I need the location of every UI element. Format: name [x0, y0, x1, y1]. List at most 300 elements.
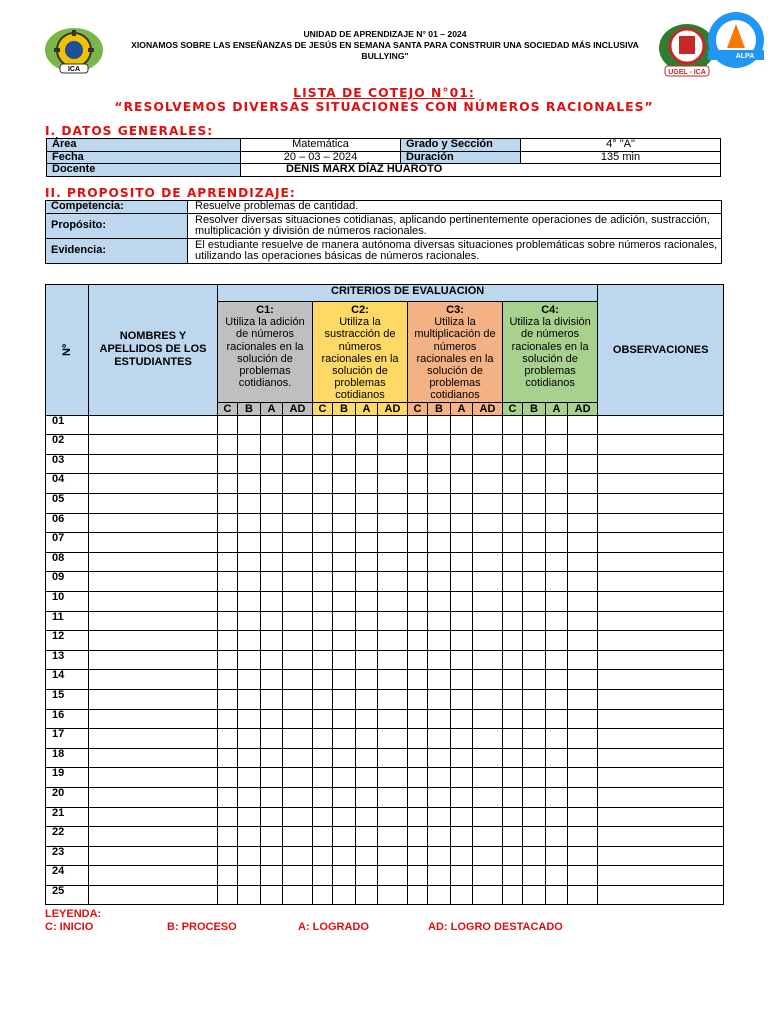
level-mark-cell[interactable]: [408, 533, 428, 553]
level-mark-cell[interactable]: [523, 611, 546, 631]
student-name-cell[interactable]: [89, 611, 218, 631]
level-mark-cell[interactable]: [356, 885, 378, 905]
level-mark-cell[interactable]: [333, 807, 356, 827]
level-mark-cell[interactable]: [408, 709, 428, 729]
level-mark-cell[interactable]: [218, 611, 238, 631]
level-mark-cell[interactable]: [451, 454, 473, 474]
level-mark-cell[interactable]: [218, 591, 238, 611]
level-mark-cell[interactable]: [313, 827, 333, 847]
level-mark-cell[interactable]: [238, 866, 261, 886]
level-mark-cell[interactable]: [283, 494, 313, 514]
observation-cell[interactable]: [598, 866, 724, 886]
level-mark-cell[interactable]: [408, 689, 428, 709]
level-mark-cell[interactable]: [473, 846, 503, 866]
level-mark-cell[interactable]: [503, 572, 523, 592]
level-mark-cell[interactable]: [313, 533, 333, 553]
level-mark-cell[interactable]: [503, 807, 523, 827]
level-mark-cell[interactable]: [378, 866, 408, 886]
level-mark-cell[interactable]: [218, 650, 238, 670]
level-mark-cell[interactable]: [503, 454, 523, 474]
level-mark-cell[interactable]: [473, 533, 503, 553]
level-mark-cell[interactable]: [356, 866, 378, 886]
level-mark-cell[interactable]: [238, 631, 261, 651]
level-mark-cell[interactable]: [218, 631, 238, 651]
level-mark-cell[interactable]: [568, 768, 598, 788]
level-mark-cell[interactable]: [408, 552, 428, 572]
level-mark-cell[interactable]: [378, 474, 408, 494]
student-name-cell[interactable]: [89, 827, 218, 847]
level-mark-cell[interactable]: [313, 513, 333, 533]
student-name-cell[interactable]: [89, 533, 218, 553]
level-mark-cell[interactable]: [356, 474, 378, 494]
level-mark-cell[interactable]: [451, 631, 473, 651]
level-mark-cell[interactable]: [408, 768, 428, 788]
observation-cell[interactable]: [598, 846, 724, 866]
level-mark-cell[interactable]: [523, 807, 546, 827]
level-mark-cell[interactable]: [218, 885, 238, 905]
level-mark-cell[interactable]: [523, 474, 546, 494]
level-mark-cell[interactable]: [261, 748, 283, 768]
level-mark-cell[interactable]: [333, 689, 356, 709]
level-mark-cell[interactable]: [283, 885, 313, 905]
level-mark-cell[interactable]: [378, 787, 408, 807]
level-mark-cell[interactable]: [523, 768, 546, 788]
level-mark-cell[interactable]: [261, 474, 283, 494]
level-mark-cell[interactable]: [568, 552, 598, 572]
level-mark-cell[interactable]: [523, 533, 546, 553]
level-mark-cell[interactable]: [473, 807, 503, 827]
student-name-cell[interactable]: [89, 846, 218, 866]
level-mark-cell[interactable]: [333, 611, 356, 631]
level-mark-cell[interactable]: [333, 709, 356, 729]
level-mark-cell[interactable]: [408, 787, 428, 807]
level-mark-cell[interactable]: [503, 709, 523, 729]
level-mark-cell[interactable]: [283, 435, 313, 455]
level-mark-cell[interactable]: [568, 866, 598, 886]
observation-cell[interactable]: [598, 552, 724, 572]
level-mark-cell[interactable]: [546, 748, 568, 768]
level-mark-cell[interactable]: [356, 533, 378, 553]
level-mark-cell[interactable]: [428, 552, 451, 572]
level-mark-cell[interactable]: [546, 631, 568, 651]
observation-cell[interactable]: [598, 533, 724, 553]
observation-cell[interactable]: [598, 768, 724, 788]
level-mark-cell[interactable]: [356, 454, 378, 474]
level-mark-cell[interactable]: [451, 885, 473, 905]
level-mark-cell[interactable]: [356, 415, 378, 435]
level-mark-cell[interactable]: [356, 572, 378, 592]
observation-cell[interactable]: [598, 591, 724, 611]
level-mark-cell[interactable]: [408, 474, 428, 494]
level-mark-cell[interactable]: [218, 435, 238, 455]
level-mark-cell[interactable]: [218, 670, 238, 690]
level-mark-cell[interactable]: [356, 494, 378, 514]
level-mark-cell[interactable]: [378, 709, 408, 729]
level-mark-cell[interactable]: [218, 768, 238, 788]
level-mark-cell[interactable]: [568, 787, 598, 807]
level-mark-cell[interactable]: [473, 787, 503, 807]
level-mark-cell[interactable]: [283, 513, 313, 533]
level-mark-cell[interactable]: [503, 513, 523, 533]
level-mark-cell[interactable]: [313, 591, 333, 611]
level-mark-cell[interactable]: [261, 866, 283, 886]
level-mark-cell[interactable]: [218, 533, 238, 553]
level-mark-cell[interactable]: [428, 827, 451, 847]
level-mark-cell[interactable]: [261, 650, 283, 670]
level-mark-cell[interactable]: [451, 846, 473, 866]
level-mark-cell[interactable]: [378, 650, 408, 670]
level-mark-cell[interactable]: [428, 650, 451, 670]
level-mark-cell[interactable]: [356, 513, 378, 533]
observation-cell[interactable]: [598, 611, 724, 631]
level-mark-cell[interactable]: [568, 729, 598, 749]
level-mark-cell[interactable]: [523, 787, 546, 807]
level-mark-cell[interactable]: [546, 415, 568, 435]
level-mark-cell[interactable]: [283, 552, 313, 572]
level-mark-cell[interactable]: [546, 572, 568, 592]
level-mark-cell[interactable]: [283, 827, 313, 847]
level-mark-cell[interactable]: [408, 807, 428, 827]
level-mark-cell[interactable]: [218, 787, 238, 807]
level-mark-cell[interactable]: [473, 729, 503, 749]
level-mark-cell[interactable]: [238, 650, 261, 670]
level-mark-cell[interactable]: [218, 827, 238, 847]
level-mark-cell[interactable]: [313, 650, 333, 670]
level-mark-cell[interactable]: [378, 552, 408, 572]
level-mark-cell[interactable]: [503, 591, 523, 611]
level-mark-cell[interactable]: [523, 513, 546, 533]
level-mark-cell[interactable]: [408, 494, 428, 514]
level-mark-cell[interactable]: [261, 885, 283, 905]
level-mark-cell[interactable]: [313, 748, 333, 768]
level-mark-cell[interactable]: [523, 866, 546, 886]
observation-cell[interactable]: [598, 454, 724, 474]
level-mark-cell[interactable]: [378, 533, 408, 553]
level-mark-cell[interactable]: [313, 866, 333, 886]
level-mark-cell[interactable]: [378, 611, 408, 631]
level-mark-cell[interactable]: [408, 729, 428, 749]
level-mark-cell[interactable]: [218, 748, 238, 768]
level-mark-cell[interactable]: [568, 591, 598, 611]
level-mark-cell[interactable]: [451, 670, 473, 690]
level-mark-cell[interactable]: [238, 787, 261, 807]
level-mark-cell[interactable]: [473, 474, 503, 494]
level-mark-cell[interactable]: [451, 827, 473, 847]
level-mark-cell[interactable]: [473, 454, 503, 474]
level-mark-cell[interactable]: [238, 513, 261, 533]
level-mark-cell[interactable]: [523, 572, 546, 592]
level-mark-cell[interactable]: [218, 866, 238, 886]
level-mark-cell[interactable]: [356, 846, 378, 866]
observation-cell[interactable]: [598, 650, 724, 670]
level-mark-cell[interactable]: [546, 494, 568, 514]
level-mark-cell[interactable]: [333, 631, 356, 651]
level-mark-cell[interactable]: [568, 885, 598, 905]
level-mark-cell[interactable]: [378, 729, 408, 749]
level-mark-cell[interactable]: [451, 611, 473, 631]
level-mark-cell[interactable]: [428, 611, 451, 631]
level-mark-cell[interactable]: [451, 591, 473, 611]
student-name-cell[interactable]: [89, 591, 218, 611]
level-mark-cell[interactable]: [333, 591, 356, 611]
student-name-cell[interactable]: [89, 474, 218, 494]
level-mark-cell[interactable]: [451, 807, 473, 827]
level-mark-cell[interactable]: [523, 729, 546, 749]
level-mark-cell[interactable]: [546, 729, 568, 749]
level-mark-cell[interactable]: [408, 611, 428, 631]
level-mark-cell[interactable]: [238, 572, 261, 592]
level-mark-cell[interactable]: [503, 768, 523, 788]
level-mark-cell[interactable]: [378, 807, 408, 827]
level-mark-cell[interactable]: [503, 474, 523, 494]
level-mark-cell[interactable]: [473, 494, 503, 514]
level-mark-cell[interactable]: [408, 846, 428, 866]
level-mark-cell[interactable]: [568, 709, 598, 729]
level-mark-cell[interactable]: [356, 552, 378, 572]
level-mark-cell[interactable]: [428, 435, 451, 455]
level-mark-cell[interactable]: [546, 768, 568, 788]
level-mark-cell[interactable]: [261, 827, 283, 847]
level-mark-cell[interactable]: [313, 670, 333, 690]
level-mark-cell[interactable]: [333, 670, 356, 690]
level-mark-cell[interactable]: [333, 572, 356, 592]
level-mark-cell[interactable]: [546, 513, 568, 533]
level-mark-cell[interactable]: [333, 729, 356, 749]
student-name-cell[interactable]: [89, 807, 218, 827]
observation-cell[interactable]: [598, 435, 724, 455]
level-mark-cell[interactable]: [238, 474, 261, 494]
level-mark-cell[interactable]: [523, 552, 546, 572]
student-name-cell[interactable]: [89, 787, 218, 807]
level-mark-cell[interactable]: [218, 474, 238, 494]
level-mark-cell[interactable]: [546, 552, 568, 572]
level-mark-cell[interactable]: [238, 435, 261, 455]
level-mark-cell[interactable]: [473, 572, 503, 592]
level-mark-cell[interactable]: [503, 846, 523, 866]
level-mark-cell[interactable]: [283, 689, 313, 709]
level-mark-cell[interactable]: [503, 689, 523, 709]
level-mark-cell[interactable]: [451, 748, 473, 768]
level-mark-cell[interactable]: [218, 846, 238, 866]
level-mark-cell[interactable]: [283, 415, 313, 435]
level-mark-cell[interactable]: [218, 709, 238, 729]
level-mark-cell[interactable]: [523, 689, 546, 709]
student-name-cell[interactable]: [89, 650, 218, 670]
level-mark-cell[interactable]: [356, 650, 378, 670]
level-mark-cell[interactable]: [313, 787, 333, 807]
level-mark-cell[interactable]: [283, 768, 313, 788]
level-mark-cell[interactable]: [523, 415, 546, 435]
observation-cell[interactable]: [598, 572, 724, 592]
level-mark-cell[interactable]: [238, 768, 261, 788]
level-mark-cell[interactable]: [428, 513, 451, 533]
level-mark-cell[interactable]: [503, 552, 523, 572]
level-mark-cell[interactable]: [238, 611, 261, 631]
level-mark-cell[interactable]: [218, 513, 238, 533]
level-mark-cell[interactable]: [523, 748, 546, 768]
level-mark-cell[interactable]: [218, 494, 238, 514]
student-name-cell[interactable]: [89, 709, 218, 729]
level-mark-cell[interactable]: [408, 415, 428, 435]
level-mark-cell[interactable]: [451, 787, 473, 807]
level-mark-cell[interactable]: [546, 650, 568, 670]
level-mark-cell[interactable]: [283, 454, 313, 474]
level-mark-cell[interactable]: [451, 435, 473, 455]
level-mark-cell[interactable]: [473, 650, 503, 670]
level-mark-cell[interactable]: [261, 572, 283, 592]
level-mark-cell[interactable]: [238, 885, 261, 905]
level-mark-cell[interactable]: [378, 435, 408, 455]
level-mark-cell[interactable]: [378, 415, 408, 435]
level-mark-cell[interactable]: [261, 591, 283, 611]
level-mark-cell[interactable]: [408, 454, 428, 474]
level-mark-cell[interactable]: [283, 846, 313, 866]
level-mark-cell[interactable]: [568, 748, 598, 768]
level-mark-cell[interactable]: [568, 513, 598, 533]
level-mark-cell[interactable]: [333, 454, 356, 474]
level-mark-cell[interactable]: [283, 748, 313, 768]
level-mark-cell[interactable]: [408, 670, 428, 690]
level-mark-cell[interactable]: [408, 650, 428, 670]
level-mark-cell[interactable]: [261, 846, 283, 866]
student-name-cell[interactable]: [89, 748, 218, 768]
level-mark-cell[interactable]: [261, 807, 283, 827]
level-mark-cell[interactable]: [428, 572, 451, 592]
student-name-cell[interactable]: [89, 729, 218, 749]
level-mark-cell[interactable]: [503, 885, 523, 905]
level-mark-cell[interactable]: [428, 533, 451, 553]
level-mark-cell[interactable]: [503, 435, 523, 455]
level-mark-cell[interactable]: [283, 474, 313, 494]
student-name-cell[interactable]: [89, 631, 218, 651]
level-mark-cell[interactable]: [356, 709, 378, 729]
level-mark-cell[interactable]: [428, 415, 451, 435]
level-mark-cell[interactable]: [428, 748, 451, 768]
level-mark-cell[interactable]: [473, 415, 503, 435]
level-mark-cell[interactable]: [451, 572, 473, 592]
level-mark-cell[interactable]: [356, 748, 378, 768]
level-mark-cell[interactable]: [546, 866, 568, 886]
level-mark-cell[interactable]: [333, 494, 356, 514]
level-mark-cell[interactable]: [238, 454, 261, 474]
level-mark-cell[interactable]: [523, 827, 546, 847]
level-mark-cell[interactable]: [333, 866, 356, 886]
level-mark-cell[interactable]: [333, 513, 356, 533]
level-mark-cell[interactable]: [546, 709, 568, 729]
level-mark-cell[interactable]: [451, 689, 473, 709]
student-name-cell[interactable]: [89, 415, 218, 435]
level-mark-cell[interactable]: [546, 670, 568, 690]
level-mark-cell[interactable]: [238, 415, 261, 435]
level-mark-cell[interactable]: [523, 494, 546, 514]
level-mark-cell[interactable]: [313, 454, 333, 474]
observation-cell[interactable]: [598, 474, 724, 494]
student-name-cell[interactable]: [89, 689, 218, 709]
level-mark-cell[interactable]: [378, 827, 408, 847]
level-mark-cell[interactable]: [313, 768, 333, 788]
level-mark-cell[interactable]: [356, 591, 378, 611]
level-mark-cell[interactable]: [238, 846, 261, 866]
level-mark-cell[interactable]: [546, 454, 568, 474]
level-mark-cell[interactable]: [283, 591, 313, 611]
level-mark-cell[interactable]: [313, 415, 333, 435]
level-mark-cell[interactable]: [238, 552, 261, 572]
level-mark-cell[interactable]: [523, 670, 546, 690]
level-mark-cell[interactable]: [313, 846, 333, 866]
level-mark-cell[interactable]: [546, 435, 568, 455]
observation-cell[interactable]: [598, 415, 724, 435]
level-mark-cell[interactable]: [473, 709, 503, 729]
level-mark-cell[interactable]: [283, 866, 313, 886]
level-mark-cell[interactable]: [568, 572, 598, 592]
level-mark-cell[interactable]: [333, 885, 356, 905]
level-mark-cell[interactable]: [313, 729, 333, 749]
level-mark-cell[interactable]: [523, 435, 546, 455]
level-mark-cell[interactable]: [238, 807, 261, 827]
level-mark-cell[interactable]: [283, 631, 313, 651]
level-mark-cell[interactable]: [546, 474, 568, 494]
level-mark-cell[interactable]: [428, 474, 451, 494]
level-mark-cell[interactable]: [261, 689, 283, 709]
level-mark-cell[interactable]: [356, 670, 378, 690]
level-mark-cell[interactable]: [238, 729, 261, 749]
level-mark-cell[interactable]: [261, 533, 283, 553]
observation-cell[interactable]: [598, 885, 724, 905]
level-mark-cell[interactable]: [451, 513, 473, 533]
level-mark-cell[interactable]: [473, 591, 503, 611]
level-mark-cell[interactable]: [238, 533, 261, 553]
level-mark-cell[interactable]: [313, 631, 333, 651]
level-mark-cell[interactable]: [283, 572, 313, 592]
level-mark-cell[interactable]: [378, 572, 408, 592]
level-mark-cell[interactable]: [333, 533, 356, 553]
level-mark-cell[interactable]: [333, 748, 356, 768]
level-mark-cell[interactable]: [451, 768, 473, 788]
level-mark-cell[interactable]: [568, 611, 598, 631]
level-mark-cell[interactable]: [356, 631, 378, 651]
level-mark-cell[interactable]: [356, 435, 378, 455]
level-mark-cell[interactable]: [218, 415, 238, 435]
level-mark-cell[interactable]: [428, 494, 451, 514]
level-mark-cell[interactable]: [473, 768, 503, 788]
level-mark-cell[interactable]: [428, 709, 451, 729]
observation-cell[interactable]: [598, 827, 724, 847]
level-mark-cell[interactable]: [503, 415, 523, 435]
level-mark-cell[interactable]: [451, 729, 473, 749]
level-mark-cell[interactable]: [238, 709, 261, 729]
level-mark-cell[interactable]: [283, 709, 313, 729]
level-mark-cell[interactable]: [408, 572, 428, 592]
level-mark-cell[interactable]: [408, 631, 428, 651]
level-mark-cell[interactable]: [261, 513, 283, 533]
level-mark-cell[interactable]: [378, 885, 408, 905]
level-mark-cell[interactable]: [408, 866, 428, 886]
level-mark-cell[interactable]: [408, 885, 428, 905]
level-mark-cell[interactable]: [283, 533, 313, 553]
level-mark-cell[interactable]: [283, 650, 313, 670]
level-mark-cell[interactable]: [261, 631, 283, 651]
level-mark-cell[interactable]: [523, 591, 546, 611]
level-mark-cell[interactable]: [378, 670, 408, 690]
level-mark-cell[interactable]: [408, 591, 428, 611]
level-mark-cell[interactable]: [568, 807, 598, 827]
level-mark-cell[interactable]: [503, 827, 523, 847]
level-mark-cell[interactable]: [218, 689, 238, 709]
observation-cell[interactable]: [598, 807, 724, 827]
student-name-cell[interactable]: [89, 866, 218, 886]
level-mark-cell[interactable]: [261, 670, 283, 690]
level-mark-cell[interactable]: [568, 435, 598, 455]
